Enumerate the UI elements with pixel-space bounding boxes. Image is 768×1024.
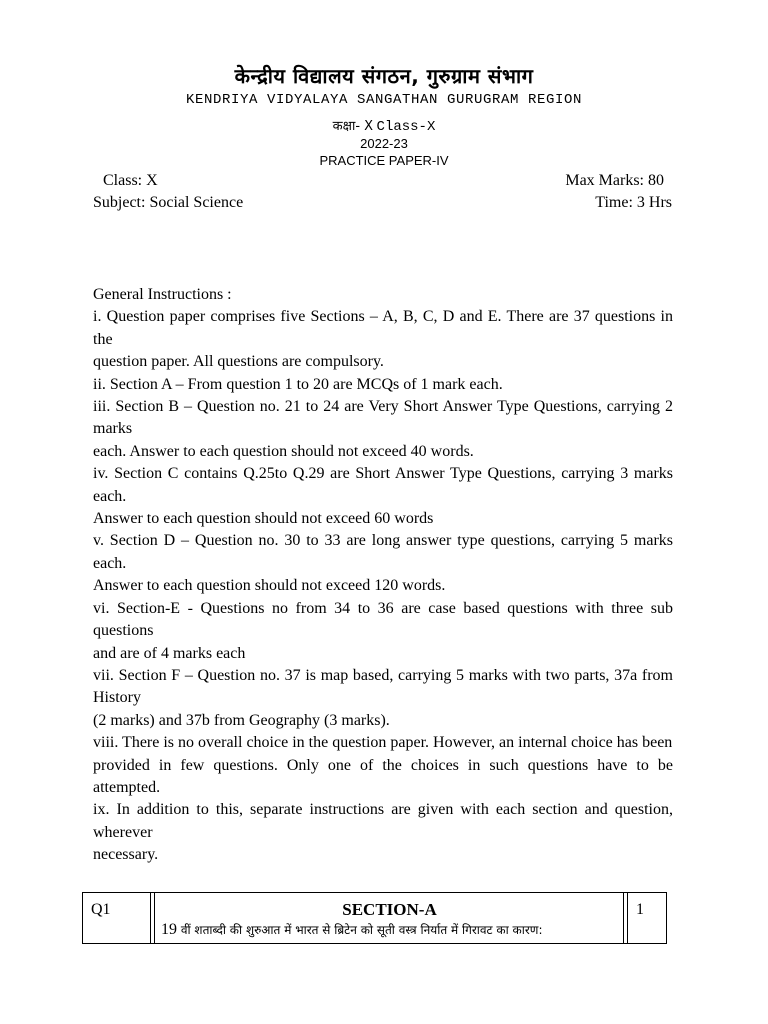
- question-number: Q1: [91, 901, 111, 918]
- general-instructions: [93, 284, 673, 867]
- column-divider: [627, 893, 628, 943]
- instruction-line: vii. Section F – Question no. 37 is map based, carrying 5 marks with two parts, 37a from History: [93, 666, 673, 707]
- paper-name: PRACTICE PAPER-IV: [319, 153, 449, 168]
- question-body: वीं शताब्दी की शुरुआत में भारत से ब्रिटेन को सूती वस्त्र निर्यात में गिरावट का कारण:: [177, 923, 543, 937]
- instruction-line: question paper. All questions are compulsory.: [93, 353, 384, 371]
- instructions-heading: General Instructions :: [93, 286, 232, 303]
- time-label: Time: 3 Hrs: [595, 194, 672, 211]
- instruction-line: iii. Section B – Question no. 21 to 24 are Very Short Answer Type Questions, carrying 2 marks: [93, 398, 673, 438]
- instruction-line: i. Question paper comprises five Sections – A, B, C, D and E. There are 37 questions in the: [93, 308, 673, 348]
- instruction-line: iv. Section C contains Q.25to Q.29 are Short Answer Type Questions, carrying 3 marks each.: [93, 465, 673, 505]
- column-divider: [154, 893, 155, 943]
- org-title-english: KENDRIYA VIDYALAYA SANGATHAN GURUGRAM REGION: [185, 92, 583, 108]
- max-marks: Max Marks: 80: [565, 172, 664, 189]
- instruction-line: (2 marks) and 37b from Geography (3 marks).: [93, 711, 390, 729]
- session-year: 2022-23: [360, 136, 408, 151]
- instruction-line: provided in few questions. Only one of the choices in such questions have to be attempted.: [93, 756, 673, 796]
- instruction-line: viii. There is no overall choice in the question paper. However, an internal choice has been: [93, 734, 673, 752]
- section-heading: SECTION-A: [342, 900, 437, 919]
- class-line: [0, 116, 768, 135]
- instruction-line: Answer to each question should not exceed 120 words.: [93, 577, 446, 595]
- section-a-table: [82, 892, 667, 944]
- instruction-line: ix. In addition to this, separate instructions are given with each section and question, wherever: [93, 801, 673, 841]
- instruction-line: vi. Section-E - Questions no from 34 to 36 are case based questions with three sub questions: [93, 599, 673, 640]
- instruction-line: ii. Section A – From question 1 to 20 are MCQs of 1 mark each.: [93, 375, 503, 393]
- instruction-line: each. Answer to each question should not exceed 40 words.: [93, 442, 474, 460]
- instruction-line: and are of 4 marks each: [93, 644, 246, 662]
- question-text: [161, 921, 542, 939]
- class-hindi: कक्षा- X: [332, 119, 374, 134]
- class-english: Class-X: [376, 119, 436, 135]
- class-label: Class: X: [103, 172, 158, 189]
- instruction-line: Answer to each question should not exceed 60 words: [93, 510, 434, 528]
- column-divider: [150, 893, 151, 943]
- question-century: 19: [161, 921, 177, 938]
- org-title-hindi: केन्द्रीय विद्यालय संगठन, गुरुग्राम संभाग: [234, 64, 534, 88]
- subject-label: Subject: Social Science: [93, 194, 244, 211]
- instruction-line: necessary.: [93, 846, 159, 864]
- column-divider: [623, 893, 624, 943]
- question-marks: 1: [636, 901, 644, 918]
- instruction-line: v. Section D – Question no. 30 to 33 are long answer type questions, carrying 5 marks each.: [93, 532, 673, 572]
